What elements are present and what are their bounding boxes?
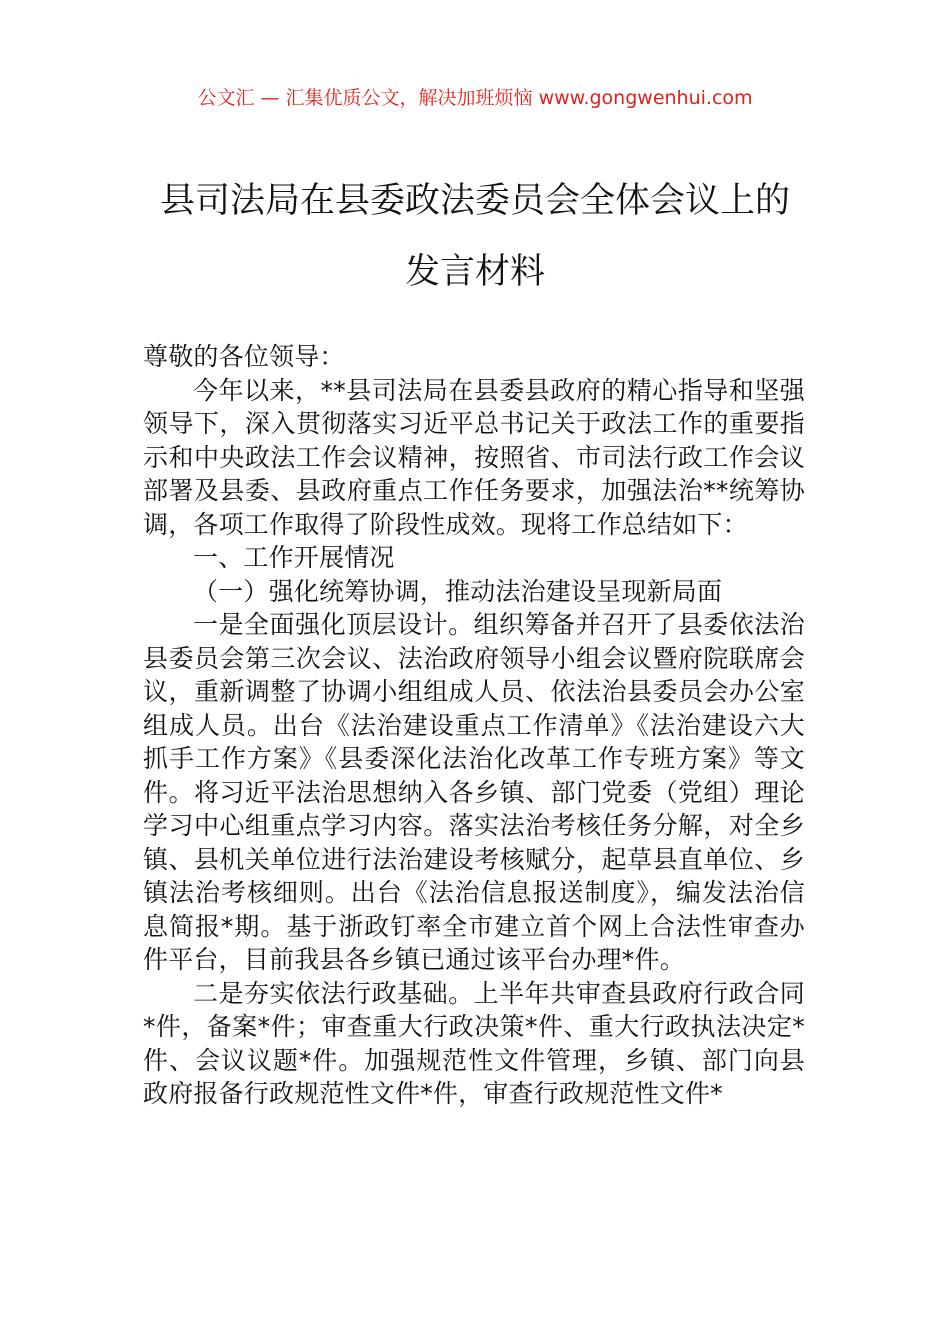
subsection-heading: （一）强化统筹协调，推动法治建设呈现新局面: [193, 576, 723, 606]
document-body: [143, 340, 805, 1111]
point-two-paragraph: 二是夯实依法行政基础。上半年共审查县政府行政合同*件，备案*件；审查重大行政决策*件、重大行政执法决定*件、会议议题*件。加强规范性文件管理，乡镇、部门向县政府报备行政规范性文件*件，审查行政规范性文件*: [143, 978, 805, 1108]
document-title-line-2: 发言材料: [404, 252, 545, 292]
point-one-paragraph: 一是全面强化顶层设计。组织筹备并召开了县委依法治县委员会第三次会议、法治政府领导小组会议暨府院联席会议，重新调整了协调小组组成人员、依法治县委员会办公室组成人员。出台《法治建设重点工作清单》《法治建设六大抓手工作方案》《县委深化法治化改革工作专班方案》等文件。将习近平法治思想纳入各乡镇、部门党委（党组）理论学习中心组重点学习内容。落实法治考核任务分解，对全乡镇、县机关单位进行法治建设考核赋分，起草县直单位、乡镇法治考核细则。出台《法治信息报送制度》，编发法治信息简报*期。基于浙政钉率全市建立首个网上合法性审查办件平台，目前我县各乡镇已通过该平台办理*件。: [143, 610, 805, 974]
section-heading: 一、工作开展情况: [193, 543, 395, 572]
intro-paragraph: 今年以来，**县司法局在县委县政府的精心指导和坚强领导下，深入贯彻落实习近平总书记关于政法工作的重要指示和中央政法工作会议精神，按照省、市司法行政工作会议部署及县委、县政府重点工作任务要求，加强法治**统筹协调，各项工作取得了阶段性成效。现将工作总结如下：: [143, 375, 805, 539]
document-title-line-1: 县司法局在县委政法委员会全体会议上的: [159, 181, 790, 221]
header-banner: 公文汇 — 汇集优质公文，解决加班烦恼 www.gongwenhui.com: [197, 87, 753, 109]
salutation: 尊敬的各位领导：: [143, 342, 345, 371]
